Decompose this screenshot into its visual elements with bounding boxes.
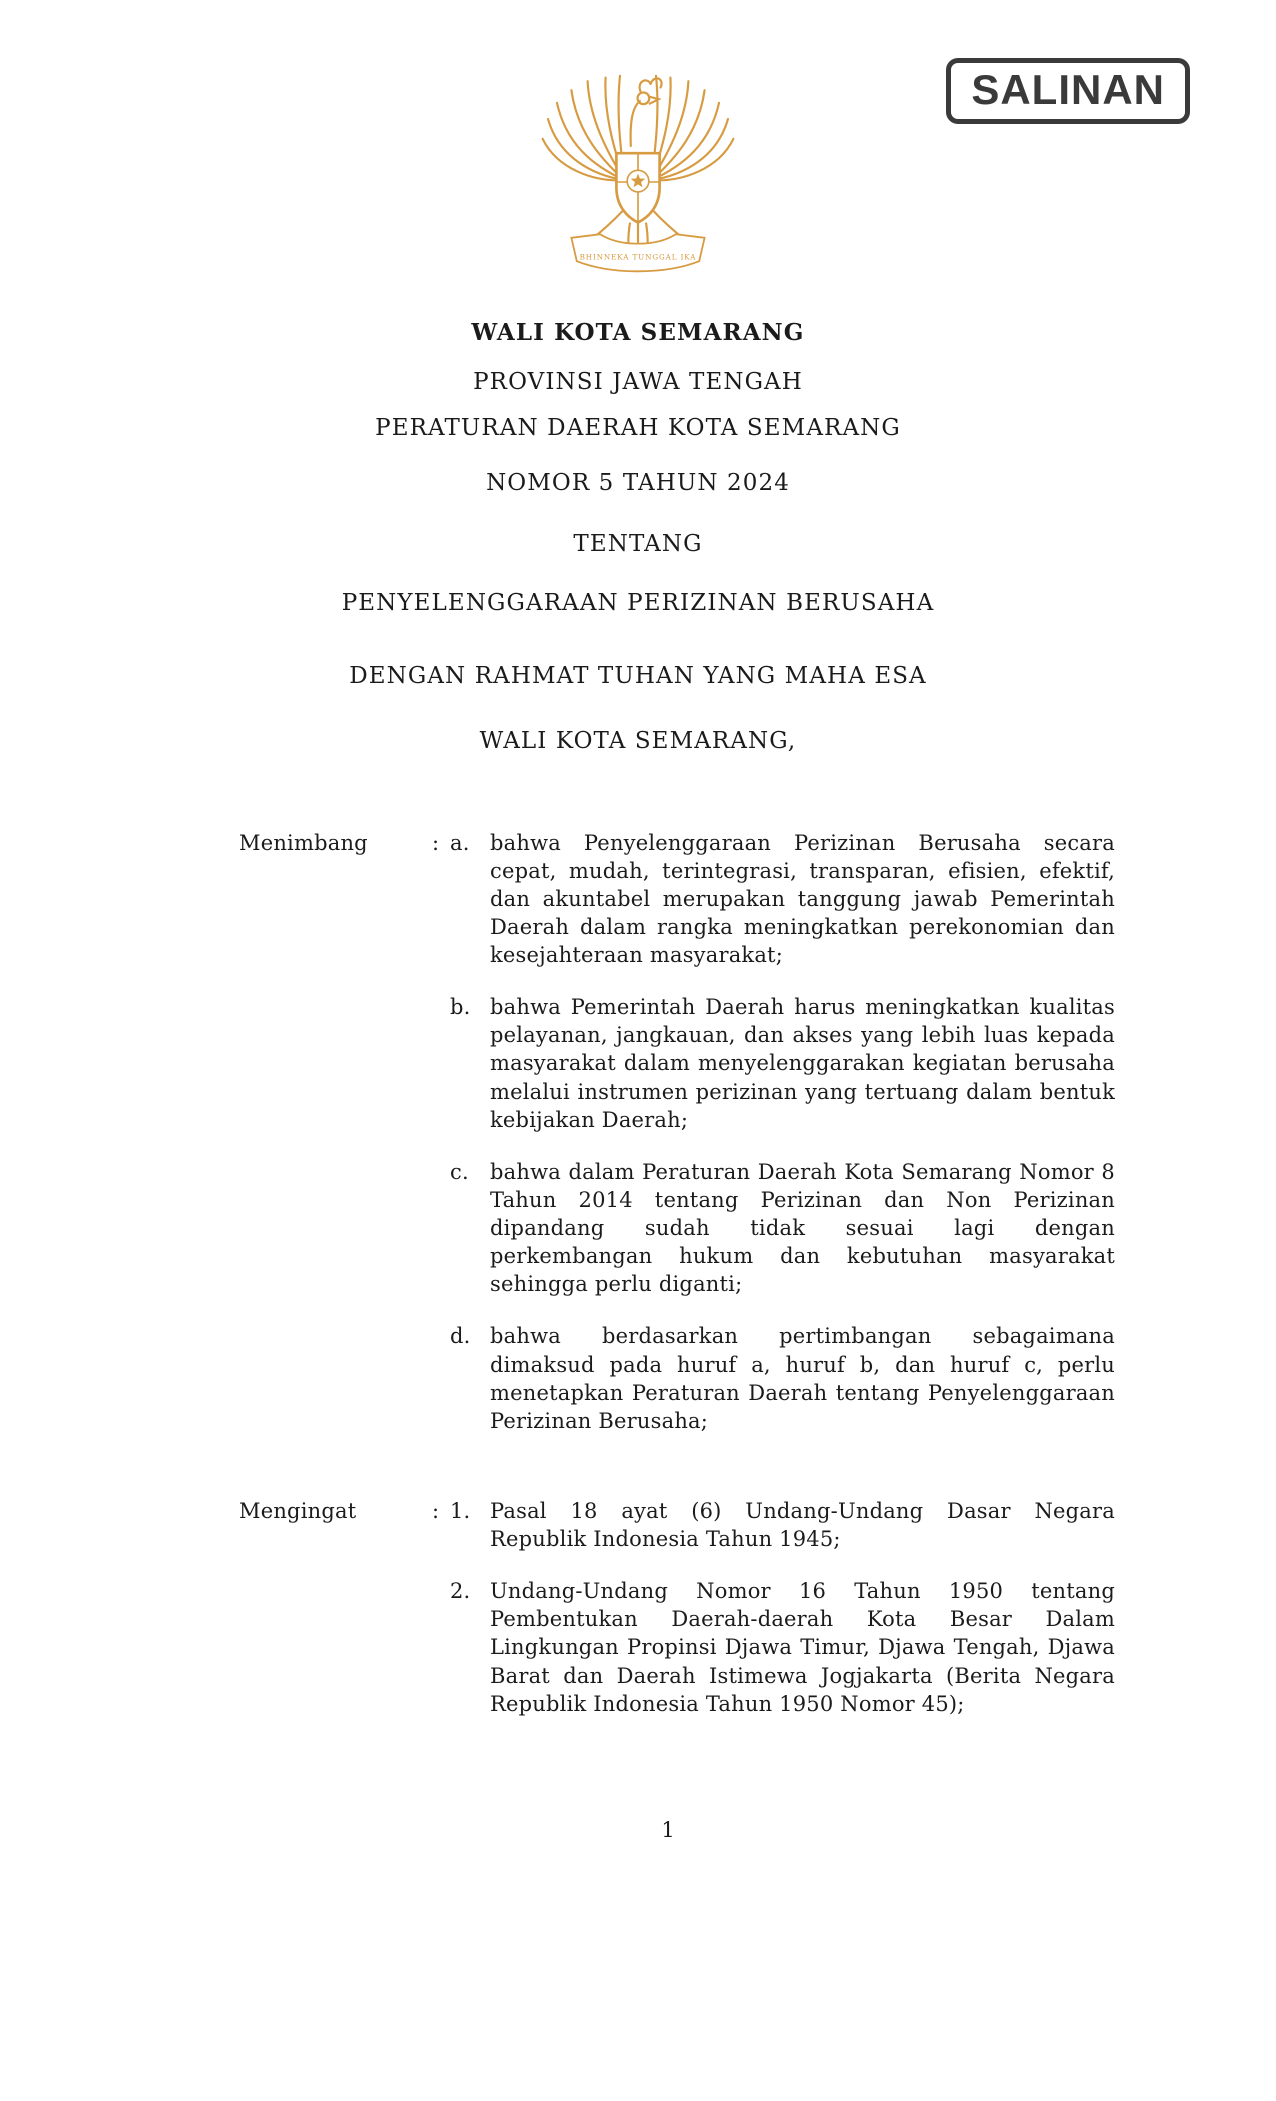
section-label: Menimbang (239, 830, 368, 855)
title-tentang: TENTANG (573, 530, 703, 557)
menimbang-item-d (239, 1322, 1276, 1435)
title-invocation: DENGAN RAHMAT TUHAN YANG MAHA ESA (349, 662, 927, 689)
item-marker: a. (450, 830, 470, 855)
title-peraturan-daerah: PERATURAN DAERAH KOTA SEMARANG (375, 414, 901, 441)
item-text: Pasal 18 ayat (6) Undang-Undang Dasar Negara Republik Indonesia Tahun 1945; (490, 1498, 1115, 1551)
section-menimbang (239, 829, 1276, 1435)
title-wali-kota: WALI KOTA SEMARANG (471, 319, 805, 346)
mengingat-item-2 (239, 1577, 1276, 1718)
item-marker: 2. (450, 1579, 471, 1604)
menimbang-item-c (239, 1158, 1276, 1299)
emblem-motto: BHINNEKA TUNGGAL IKA (579, 252, 697, 262)
title-subject: PENYELENGGARAAN PERIZINAN BERUSAHA (341, 590, 935, 617)
item-text: Undang-Undang Nomor 16 Tahun 1950 tentang Pembentukan Daerah-daerah Kota Besar Dalam Lingkungan Propinsi Djawa Timur, Djawa Tengah, Djawa Barat dan Daerah Istimewa Jogjakarta (Berita Negara Republik Indonesia Tahun 1950 Nomor 45); (490, 1579, 1115, 1716)
item-text: bahwa berdasarkan pertimbangan sebagaimana dimaksud pada huruf a, huruf b, dan huruf c, perlu menetapkan Peraturan Daerah tentang Penyelenggaraan Perizinan Berusaha; (490, 1324, 1115, 1433)
menimbang-item-a (239, 829, 1276, 970)
item-marker: d. (450, 1324, 471, 1349)
menimbang-item-b (239, 993, 1276, 1134)
item-marker: b. (450, 995, 471, 1020)
section-colon: : (432, 830, 440, 855)
section-mengingat (239, 1497, 1276, 1718)
item-marker: 1. (450, 1498, 471, 1523)
title-nomor-tahun: NOMOR 5 TAHUN 2024 (486, 470, 790, 497)
section-colon: : (432, 1498, 440, 1523)
item-marker: c. (450, 1159, 469, 1184)
title-provinsi: PROVINSI JAWA TENGAH (473, 369, 803, 396)
salinan-stamp (946, 58, 1190, 124)
salinan-stamp-label: SALINAN (971, 66, 1165, 113)
page-number: 1 (661, 1818, 675, 1842)
garuda-pancasila-icon (530, 56, 746, 290)
mengingat-item-1 (239, 1497, 1276, 1553)
document-header (0, 320, 1276, 755)
item-text: bahwa dalam Peraturan Daerah Kota Semarang Nomor 8 Tahun 2014 tentang Perizinan dan Non Perizinan dipandang sudah tidak sesuai lagi dengan perkembangan hukum dan kebutuhan masyarakat sehingga perlu diganti; (490, 1159, 1115, 1297)
document-body (0, 829, 1276, 1718)
section-label: Mengingat (239, 1498, 357, 1523)
title-official: WALI KOTA SEMARANG, (479, 728, 797, 755)
item-text: bahwa Pemerintah Daerah harus meningkatkan kualitas pelayanan, jangkauan, dan akses yang lebih luas kepada masyarakat dalam menyelenggarakan kegiatan berusaha melalui instrumen perizinan yang tertuang dalam bentuk kebijakan Daerah; (490, 995, 1115, 1132)
emblem-container (0, 0, 1276, 290)
item-text: bahwa Penyelenggaraan Perizinan Berusaha secara cepat, mudah, terintegrasi, transparan, efisien, efektif, dan akuntabel merupakan tanggung jawab Pemerintah Daerah dalam rangka meningkatkan perekonomian dan kesejahteraan masyarakat; (490, 830, 1115, 967)
